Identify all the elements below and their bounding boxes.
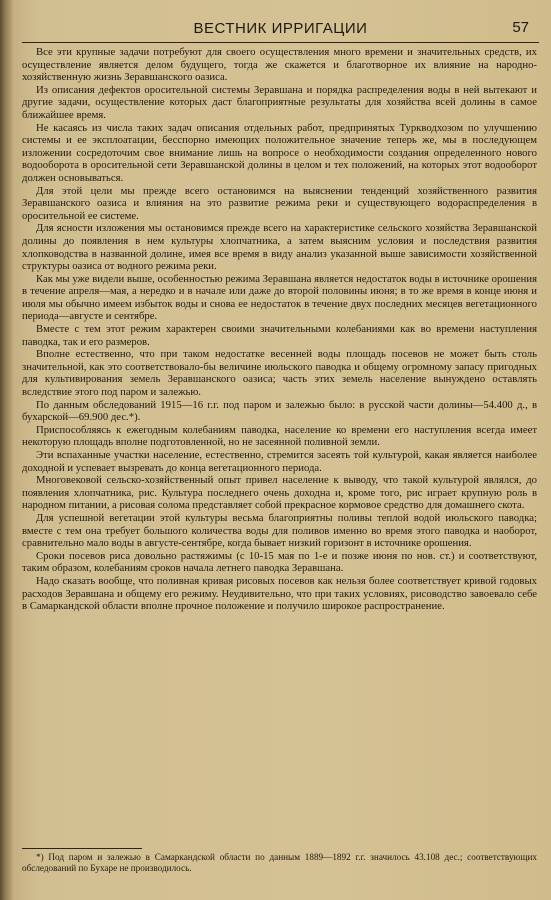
paragraph: Для ясности изложения мы остановимся прежде всего на характеристике сельского хозяйства Зеравшанской долины до появления в нем культуры хлопчатника, а затем выясним условия и последствия развития хлопководства в названной долине, имея все время в виду анализ указанной выше зависимости хозяйственной структуры оазиса от водного режима реки. [22, 222, 537, 273]
paragraph: Для успешной вегетации этой культуры весьма благоприятны поливы теплой водой июльского паводка; вместе с тем она требует большого количества воды для поливов именно во время этого паводка и наоборот, сравнительно мало воды в августе-сентябре, когда бывает низкий горизонт в источнике орошения. [22, 511, 537, 550]
footnote-text: *) Под паром и залежью в Самаркандской области по данным 1889—1892 г.г. значилось 43.108 дес.; соответствующих обследований по Бухаре не производилось. [22, 852, 537, 873]
paragraph: Вполне естественно, что при таком недостатке весенней воды площадь посевов не может быть столь значительной, как это соответствовало-бы величине июльского паводка и общему огромному запасу пригодных для культивирования земель Зеравшанского оазиса; часть этих земель население вынуждено оставлять вследствие этого под паром и залежью. [22, 348, 537, 399]
paragraph: По данным обследований 1915—16 г.г. под паром и залежью было: в русской части долины—54.400 д., в бухарской—69.900 дес.*). [22, 398, 537, 424]
paragraph: Эти вспаханные участки население, естественно, стремится засеять той культурой, какая является наиболее доходной и успевает вызревать до конца вегетационного периода. [22, 449, 537, 474]
article-body [22, 46, 537, 613]
footnote-divider [22, 848, 142, 849]
paragraph: Как мы уже видели выше, особенностью режима Зеравшана является недостаток воды в источнике орошения в течение апреля—мая, а нередко и в начале или даже до второй половины июня; в то же время в конце июня и июля мы обычно имеем избыток воды и снова ее недостаток в течение двух последних месяцев вегетационного периода—августе и сентябре. [22, 272, 537, 323]
running-header [22, 18, 539, 43]
paragraph: Не касаясь из числа таких задач описания отдельных работ, предпринятых Туркводхозом по улучшению системы и ее эксплоатации, бесспорно имеющих положительное значение теперь же, мы в последующем изложении сосредоточим свое внимание лишь на вопросе о необходимости создания определенного нового водооборота в оросительной сети Зеравшанской долины в целом и тех положений, на которых этот водооборот должен основываться. [22, 121, 537, 184]
footnote [22, 852, 537, 874]
journal-title: ВЕСТНИК ИРРИГАЦИИ [193, 20, 368, 37]
paragraph: Для этой цели мы прежде всего остановимся на выяснении тенденций хозяйственного развития Зеравшанского оазиса и влияния на это развитие режима реки и существующего водораспределения в оросительной ее системе. [22, 184, 537, 222]
paragraph: Вместе с тем этот режим характерен своими значительными колебаниями как во времени наступления паводка, так и его размеров. [22, 323, 537, 348]
paragraph: Многовековой сельско-хозяйственный опыт привел население к выводу, что такой культурой являлся, до появления хлопчатника, рис. Культура последнего очень доходна и, кроме того, рис играет крупную роль в народном питании, а рисовая солома представляет собой прекрасное кормовое средство для домашнего скота. [22, 474, 537, 512]
page-number: 57 [512, 19, 529, 36]
paragraph: Из описания дефектов оросительной системы Зеравшана и порядка распределения воды в ней вытекают и другие задачи, осуществление которых даст благоприятные результаты для хозяйства всей долины в самое ближайшее время. [22, 83, 537, 121]
paragraph: Приспособляясь к ежегодным колебаниям паводка, население ко времени его наступления всегда имеет некоторую площадь вполне подготовленной, но не засеянной поливной земли. [22, 423, 537, 449]
paragraph: Все эти крупные задачи потребуют для своего осуществления много времени и значительных средств, их осуществление является делом будущего, тогда же скажется и благотворное их влияние на народно-хозяйственную жизнь Зеравшанского оазиса. [22, 46, 537, 84]
paragraph: Надо сказать вообще, что поливная кривая рисовых посевов как нельзя более соответствует кривой годовых расходов Зеравшана и общему его режиму. Неудивительно, что при таких условиях, рисоводство завоевало себе в Самаркандской области вполне прочное положение и получило широкое распространение. [22, 574, 537, 613]
paragraph: Сроки посевов риса довольно растяжимы (с 10-15 мая по 1-е и позже июня по нов. ст.) и соответствуют, таким образом, колебаниям сроков начала летнего паводка Зеравшана. [22, 549, 537, 575]
